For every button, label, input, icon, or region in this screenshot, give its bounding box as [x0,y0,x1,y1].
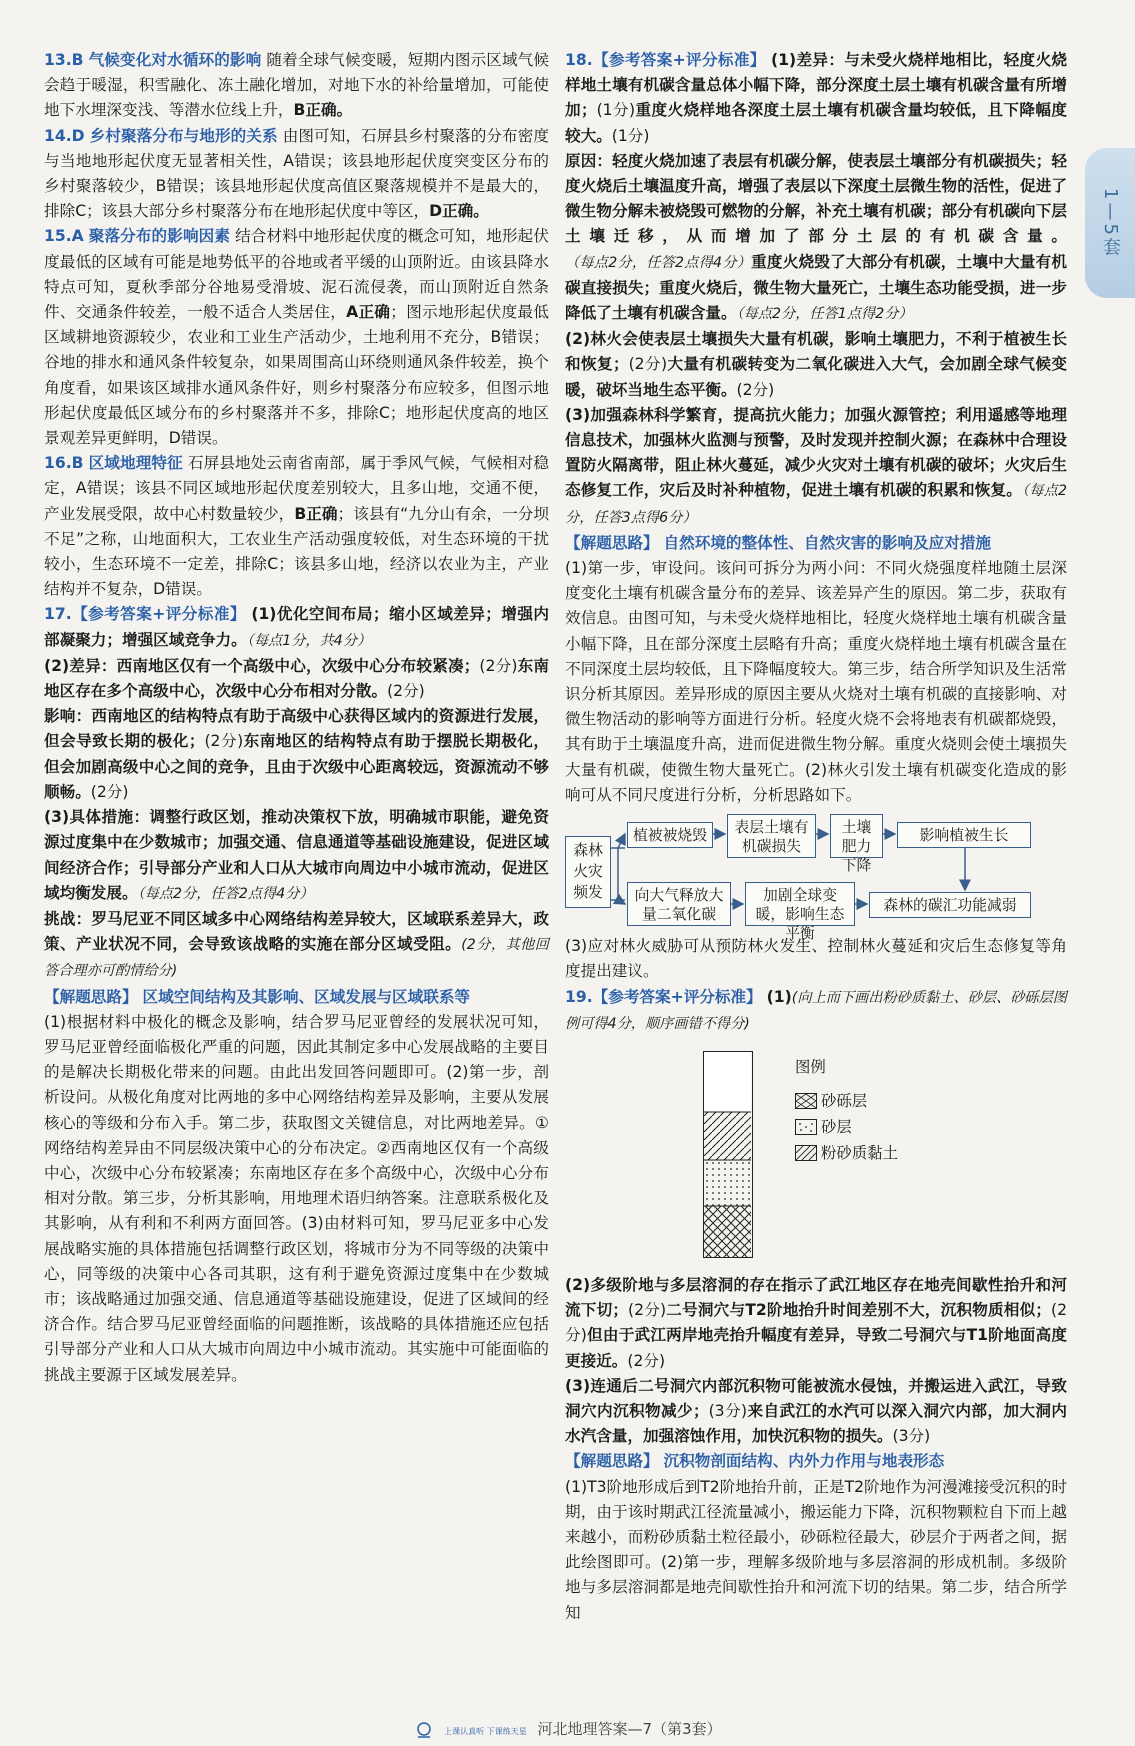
layer-gravel [704,1206,751,1257]
q18-ideas-body: (1)第一步，审设问。该问可拆分为两小问：不同火烧强度样地随土层深度变化土壤有机碳含量分布的差异、该差异产生的原因。第二步，获取有效信息。由图可知，与未受火烧样地相比，轻度火烧样地土壤有机碳含量小幅下降，且在部分深度土层略有升高；重度火烧样地土壤有机碳含量在不同深度土层均较低，且下降幅度较大。第三步，结合所学知识及生活常识分析其原因。差异形成的原因主要从火烧对土壤有机碳的直接影响、对微生物活动的影响等方面进行分析。轻度火烧不会将地表有机碳都烧毁，其有助于土壤温度升高，进而促进微生物分解。重度火烧则会使土壤损失大量有机碳，使微生物大量死亡。(2)林火引发土壤有机碳变化造成的影响可从不同尺度进行分析，分析思路如下。 [565,559,1067,804]
q19-ideas-body: (1)T3阶地形成后到T2阶地抬升前，正是T2阶地作为河漫滩接受沉积的时期，由于该时期武江径流量减小，搬运能力下降，沉积物颗粒自下而上越来越小，而粉砂质黏土粒径最小，砂砾粒径最大，砂层介于两者之间，据此绘图即可。(2)第一步，理解多级阶地与多层溶洞的形成机制。多级阶地与多层溶洞都是地壳间歇性抬升和河流下切的结果。第二步，结合所学知 [565,1477,1067,1622]
stratigraphic-column-figure [565,1041,1065,1269]
arrow [618,834,625,848]
q17-ideas: 【解题思路】 区域空间结构及其影响、区域发展与区域联系等 [44,987,471,1006]
set-range-tab: 1—5套 [1085,148,1135,298]
flow-node: 影响植被生长 [897,822,1031,848]
q17-part2-impact: 影响：西南地区的结构特点有助于高级中心获得区域内的资源进行发展，但会导致长期的极化；(2分)东南地区的结构特点有助于摆脱长期极化，但会加剧高级中心之间的竞争，且由于次级中心距离较远，资源流动不够顺畅。(2分) [44,707,549,801]
flow-node: 表层土壤有机碳损失 [727,814,816,858]
stratigraphic-column [703,1051,753,1258]
flow-node: 加剧全球变暖，影响生态平衡 [745,882,855,926]
footer-text: 河北地理答案—7（第3套） [537,1720,722,1738]
layer-sand [704,1160,751,1206]
flow-node: 植被被烧毁 [627,822,713,848]
wildfire-flowchart [565,814,1065,943]
q16-answer: 16.B 区域地理特征 石屏县地处云南省南部，属于季风气候，气候相对稳定，A错误；该县不同区域地形起伏度差别较大，且多山地，交通不便，产业发展受限，故中心村数量较少，B正确；该县有“九分山有余，一分坝不足”之称，山地面积大，工农业生产活动强度较低，对生态环境的干扰较小，生态环境不一定差，排除C；该县多山地，经济以农业为主，产业结构并不复杂，D错误。 [44,454,549,599]
layer-top-blank [704,1052,751,1112]
flow-node: 向大气释放大量二氧化碳 [627,882,731,926]
q17-challenge: 挑战：罗马尼亚不同区域多中心网络结构差异较大，区域联系差异大，政策、产业状况不同，会导致该战略的实施在部分区域受阻。(2分，其他回答合理亦可酌情给分) [44,909,549,980]
flow-node: 森林的碳汇功能减弱 [869,892,1031,918]
q17-part2: (2)差异：西南地区仅有一个高级中心，次级中心分布较紧凑；(2分)东南地区存在多个高级中心，次级中心分布相对分散。(2分) [44,656,549,701]
q17-ideas-body: (1)根据材料中极化的概念及影响，结合罗马尼亚曾经的发展状况可知，罗马尼亚曾经面临极化严重的问题，因此其制定多中心发展战略的主要目的是解决长期极化带来的问题。由此出发回答问题即可。(2)第一步，剖析设问。从极化角度对比两地的多中心网络结构差异及影响，主要从发展核心的等级和分布入手。第二步，获取图文关键信息，对比两地差异。①网络结构差异由不同层级决策中心的分布决定。②西南地区仅有一个高级中心，次级中心分布较紧凑；东南地区存在多个高级中心，次级中心分布相对分散。第三步，分析其影响，用地理术语归纳答案。注意联系极化及其影响，从有利和不利两方面回答。(3)由材料可知，罗马尼亚多中心发展战略实施的具体措施包括调整行政区划，将城市分为不同等级的决策中心，同等级的决策中心各司其职，这有利于避免资源过度集中在少数城市；该战略通过加强交通、信息通道等基础设施建设，促进了区域间的经济合作。结合罗马尼亚曾经面临的问题推断，该战略的具体措施还应包括引导部分产业和人口从大城市向周边中小城市流动。其实施中可能面临的挑战主要源于区域发展差异。 [44,1012,549,1384]
sand-swatch [795,1119,817,1135]
q18-reason: 原因：轻度火烧加速了表层有机碳分解，使表层土壤部分有机碳损失；轻度火烧后土壤温度升高，增强了表层以下深度土层微生物的活性，促进了微生物分解未被烧毁可燃物的分解，补充土壤有机碳；部分有机碳向下层土壤迁移，从而增加了部分土层的有机碳含量。（每点2分，任答2点得4分）重度火烧毁了大部分有机碳，土壤中大量有机碳直接损失；重度火烧后，微生物大量死亡，土壤生态功能受损，进一步降低了土壤有机碳含量。（每点2分，任答1点得2分） [565,151,1067,323]
q19-ideas: 【解题思路】 沉积物剖面结构、内外力作用与地表形态 [565,1452,945,1471]
flow-node-start: 森林火灾频发 [565,836,611,908]
q18-ideas: 【解题思路】 自然环境的整体性、自然灾害的影响及应对措施 [565,533,992,552]
q19-part2: (2)多级阶地与多层溶洞的存在指示了武江地区存在地壳间歇性抬升和河流下切；(2分)二号洞穴与T2阶地抬升时间差别不大，沉积物质相似；(2分)但由于武江两岸地壳抬升幅度有差异，导致二号洞穴与T1阶地面高度更接近。(2分) [565,1275,1067,1370]
q18-part2: (2)林火会使表层土壤损失大量有机碳，影响土壤肥力，不利于植被生长和恢复；(2分)大量有机碳转变为二氧化碳进入大气，会加剧全球气候变暖，破坏当地生态平衡。(2分) [565,330,1067,399]
column-layers [704,1052,751,1257]
layer-silt [704,1112,751,1160]
q17-answer: 17.【参考答案+评分标准】 (1)优化空间布局；缩小区域差异；增强内部凝聚力；增强区域竞争力。（每点1分，共4分） [44,605,549,649]
page-footer [0,1718,1135,1739]
legend-silt: 粉砂质黏土 [795,1141,898,1166]
q14-answer: 14.D 乡村聚落分布与地形的关系 由图可知，石屏县乡村聚落的分布密度与当地地形起伏度无显著相关性，A错误；该县地形起伏度突变区分布的乡村聚落较少，B错误；该县地形起伏度高值区聚落规模并不是最大的，排除C；该县大部分乡村聚落分布在地形起伏度中等区，D正确。 [44,126,549,221]
q18-part3: (3)加强森林科学繁育，提高抗火能力；加强火源管控；利用遥感等地理信息技术，加强林火监测与预警，及时发现并控制火源；在森林中合理设置防火隔离带，阻止林火蔓延，减少火灾对土壤有机碳的破坏；火灾后生态修复工作，灾后及时补种植物，促进土壤有机碳的积累和恢复。（每点2分，任答3点得6分） [565,405,1067,526]
q18-answer: 18.【参考答案+评分标准】 (1)差异：与未受火烧样地相比，轻度火烧样地土壤有机碳含量总体小幅下降，部分深度土层土壤有机碳含量有所增加；(1分)重度火烧样地各深度土层土壤有机碳含量均较低，且下降幅度较大。(1分) [565,51,1067,145]
gravel-swatch [795,1093,817,1109]
left-column [44,48,549,1388]
flow-node: 土壤肥力下降 [830,814,883,858]
q19-part3: (3)连通后二号洞穴内部沉积物可能被流水侵蚀，并搬运进入武江，导致洞穴内沉积物减少；(3分)来自武江的水汽可以深入洞穴内部，加大洞内水汽含量，加强溶蚀作用，加快沉积物的损失。(3分) [565,1376,1067,1446]
legend-sand: 砂层 [795,1115,852,1140]
q13-answer: 13.B 气候变化对水循环的影响 随着全球气候变暖，短期内图示区域气候会趋于暖湿，积雪融化、冻土融化增加，对地下水的补给量增加，可能使地下水埋深变浅、等潜水位线上升，B正确。 [44,51,549,120]
q19-answer: 19.【参考答案+评分标准】 (1)(向上而下画出粉砂质黏土、砂层、砂砾层图例可得4分，顺序画错不得分) [565,987,1067,1032]
right-column [565,48,1067,1626]
silt-swatch [795,1145,817,1161]
legend-title: 图例 [795,1057,826,1076]
q15-answer: 15.A 聚落分布的影响因素 结合材料中地形起伏度的概念可知，地形起伏度最低的区域有可能是地势低平的谷地或者平缓的山顶附近。由该县降水特点可知，夏秋季部分谷地易受滑坡、泥石流侵袭，而山顶附近自然条件、交通条件较差，一般不适合人类居住，A正确；图示地形起伏度最低区域耕地资源较少，农业和工业生产活动少，土地利用不充分，B错误；谷地的排水和通风条件较复杂，如果周围高山环绕则通风条件较差，换个角度看，如果该区域排水通风条件好，则乡村聚落分布应较多，但图示地形起伏度最低区域分布的乡村聚落并不多，排除C；地形起伏度高的地区景观差异更鲜明，D错误。 [44,227,549,448]
legend-gravel: 砂砾层 [795,1089,867,1114]
publisher-slogan: 上课认真听 下课练天星 [444,1727,527,1736]
q17-part3: (3)具体措施：调整行政区划，推动决策权下放，明确城市职能，避免资源过度集中在少数城市；加强交通、信息通道等基础设施建设，促进区域间经济合作；引导部分产业和人口从大城市向周边中小城市流动，促进区域均衡发展。（每点2分，任答2点得4分） [44,808,549,902]
q18-ideas-tail: (3)应对林火威胁可从预防林火发生、控制林火蔓延和灾后生态修复等角度提出建议。 [565,937,1067,981]
publisher-logo-icon [413,1721,435,1739]
